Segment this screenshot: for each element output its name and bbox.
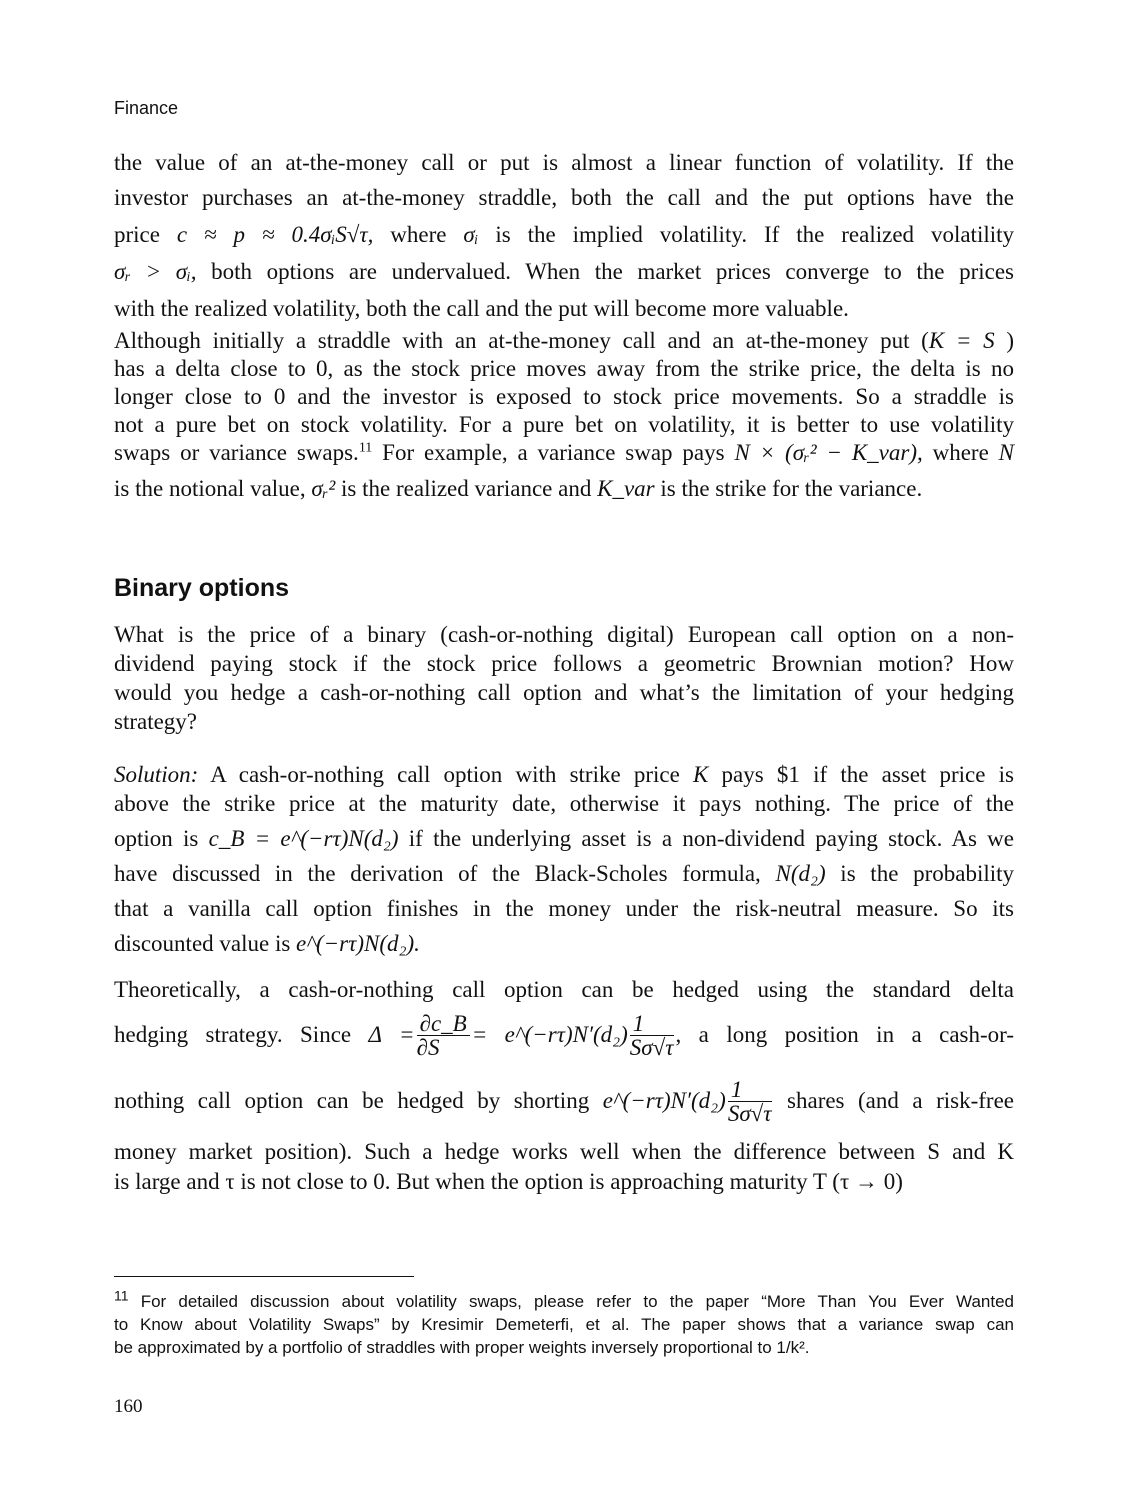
text-line: Solution: A cash-or-nothing call option with strike price K pays $1 if the asset price is [114,762,1014,787]
solution-paragraph [114,760,1014,964]
text-line: would you hedge a cash-or-nothing call option and what’s the limitation of your hedging [114,680,1014,705]
question-paragraph [114,620,1014,736]
footnote-divider [114,1276,414,1277]
solution-label: Solution: [114,762,199,787]
text-line: nothing call option can be hedged by shorting e^(−rτ)N′(d₂) $\frac{1}{S\sigma√\tau}$ shares (and a risk-free [114,1077,1014,1127]
text-line: strategy? [114,709,198,734]
text-line: What is the price of a binary (cash-or-nothing digital) European call option on a non- [114,622,1014,647]
text-line: above the strike price at the maturity date, otherwise it pays nothing. The price of the [114,791,1014,816]
text-line: not a pure bet on stock volatility. For a pure bet on volatility, it is better to use volatility [114,412,1014,437]
running-head: Finance [114,98,179,118]
math-expression: c ≈ p ≈ 0.4σᵢS√τ, [176,222,374,247]
footnote-marker: 11 [114,1287,129,1304]
text-line: σᵣ > σᵢ, both options are undervalued. When the market prices converge to the prices [114,259,1014,284]
text-line: $^{11}$ For detailed discussion about volatility swaps, please refer to the paper “More Than You Ever Wanted [114,1287,1014,1311]
text-line: money market position). Such a hedge works well when the difference between S and K [114,1139,1014,1164]
text-line: to Know about Volatility Swaps” by Kresimir Demeterfi, et al. The paper shows that a variance swap can [114,1315,1014,1334]
text-line: has a delta close to 0, as the stock price moves away from the strike price, the delta is no [114,356,1014,381]
section-heading: Binary options [114,574,290,602]
fraction: $\frac{1}{S\sigma√\tau}$ [629,1011,674,1061]
text-line: discounted value is e^(−rτ)N(d₂). [114,931,420,956]
text-line: Although initially a straddle with an at-the-money call and an at-the-money put (K = S ) [114,328,1014,353]
paragraph-volatility-straddle [114,148,1014,329]
math-expression: σᵣ > σᵢ, [114,259,197,284]
footnote-marker: 11 [358,440,373,456]
footnote [114,1287,1014,1359]
text-line: swaps or variance swaps.$^{11}$ For example, a variance swap pays N × (σᵣ² − K_var), where N [114,440,1014,465]
fraction: $\frac{\partial c\_B}{\partial S}$ [417,1013,470,1060]
text-line: that a vanilla call option finishes in the money under the risk-neutral measure. So its [114,896,1014,921]
text-line: hedging strategy. Since Δ = $\frac{\partial c\_B}{\partial S}$ = e^(−rτ)N′(d₂) $\frac{1}{S\sigma√\tau}$ , a long position in a cash-or- [114,1011,1015,1061]
fraction: $\frac{1}{S\sigma√\tau}$ [727,1077,772,1127]
text-line: is the notional value, σᵣ² is the realized variance and K_var is the strike for the variance. [114,476,923,501]
text-line: dividend paying stock if the stock price follows a geometric Brownian motion? How [114,651,1014,676]
text-line: longer close to 0 and the investor is exposed to stock price movements. So a straddle is [114,384,1014,409]
paragraph-variance-swaps [114,326,1014,509]
text-line: price c ≈ p ≈ 0.4σᵢS√τ, where σᵢ is the implied volatility. If the realized volatility [114,222,1015,247]
hedging-paragraph [114,975,1014,1202]
text-line: with the realized volatility, both the call and the put will become more valuable. [114,296,849,321]
text-line: is large and τ is not close to 0. But when the option is approaching maturity T (τ → 0) [114,1169,903,1194]
text-line: investor purchases an at-the-money straddle, both the call and the put options have the [114,185,1014,210]
text-line: the value of an at-the-money call or put is almost a linear function of volatility. If the [114,150,1014,175]
page-number: 160 [114,1396,143,1417]
text-line: be approximated by a portfolio of straddles with proper weights inversely proportional to 1/k². [114,1338,810,1357]
text-line: option is c_B = e^(−rτ)N(d₂) if the underlying asset is a non-dividend paying stock. As we [114,826,1014,851]
text-line: Theoretically, a cash-or-nothing call option can be hedged using the standard delta [114,977,1014,1002]
text-line: have discussed in the derivation of the Black-Scholes formula, N(d₂) is the probability [114,861,1015,886]
